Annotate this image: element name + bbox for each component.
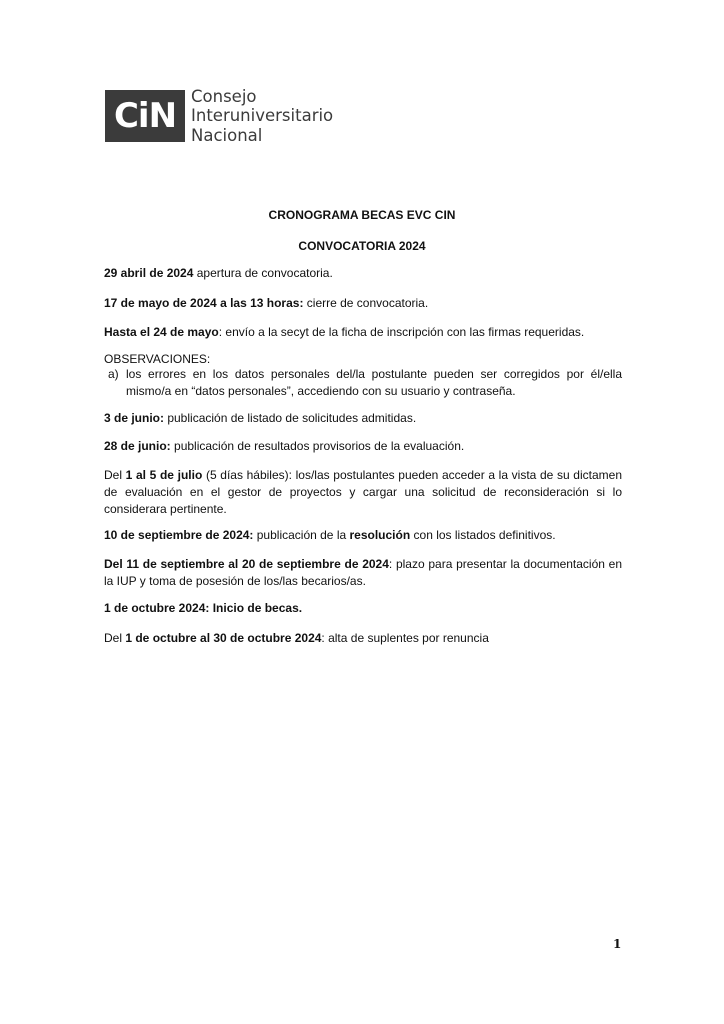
item-julio-text: (5 días hábiles): los/las postulantes pueden acceder a la vista de su dictamen de evaluación en el gestor de proyectos y cargar una solicitud de reconsideración si lo considerara pertinente.	[104, 468, 622, 516]
item-julio-day: 1	[125, 468, 133, 482]
page-number: 1	[613, 937, 622, 951]
item-septiembre-10-text1: publicación de la	[253, 528, 350, 542]
item-octubre-1	[104, 600, 622, 617]
logo-line-2: Interuniversitario	[191, 106, 334, 126]
observacion-text: los errores en los datos personales del/la postulante pueden ser corregidos por él/ella mismo/a en “datos personales”, accediendo con su usuario y contraseña.	[126, 367, 622, 398]
item-septiembre-11	[104, 556, 622, 590]
logo-line-1: Consejo	[191, 86, 257, 106]
item-apertura-text: apertura de convocatoria.	[193, 266, 333, 280]
item-junio-3-date: 3 de junio:	[104, 411, 164, 425]
item-junio-28	[104, 438, 622, 455]
item-envio	[104, 324, 622, 341]
cin-logo	[105, 85, 333, 147]
item-septiembre-10-date: 10 de septiembre de 2024:	[104, 528, 254, 542]
item-octubre-30-text: : alta de suplentes por renuncia	[321, 631, 489, 645]
item-junio-3	[104, 410, 622, 427]
item-julio	[104, 467, 622, 518]
item-cierre-date: 17 de mayo de 2024 a las 13 horas:	[104, 296, 304, 310]
item-septiembre-11-text: : plazo para presentar la documentación en la IUP y toma de posesión de los/las becarios/as.	[104, 557, 623, 588]
observaciones-heading: OBSERVACIONES:	[104, 352, 211, 366]
document-title: CRONOGRAMA BECAS EVC CIN	[268, 208, 456, 222]
item-apertura	[104, 265, 622, 282]
item-octubre-1-text: 1 de octubre 2024: Inicio de becas.	[104, 601, 303, 615]
document-subtitle: CONVOCATORIA 2024	[298, 239, 426, 253]
item-septiembre-10-text2: con los listados definitivos.	[410, 528, 556, 542]
item-cierre-text: cierre de convocatoria.	[303, 296, 429, 310]
observacion-a	[108, 366, 622, 400]
item-junio-3-text: publicación de listado de solicitudes admitidas.	[164, 411, 417, 425]
item-apertura-date: 29 abril de 2024	[104, 266, 194, 280]
logo-line-3: Nacional	[191, 125, 263, 145]
item-septiembre-11-date: Del 11 de septiembre al 20 de septiembre de 2024	[104, 557, 389, 571]
item-envio-date: Hasta el 24 de mayo	[104, 325, 219, 339]
item-julio-pre: Del	[104, 468, 126, 482]
item-cierre	[104, 295, 622, 312]
logo-mark: CiN	[105, 90, 185, 142]
item-septiembre-10-resolucion: resolución	[349, 528, 411, 542]
item-junio-28-text: publicación de resultados provisorios de la evaluación.	[170, 439, 465, 453]
observacion-marker: a)	[108, 367, 119, 381]
item-octubre-30-date: 1 de octubre al 30 de octubre 2024	[125, 631, 322, 645]
item-julio-date: al 5 de julio	[136, 468, 203, 482]
item-septiembre-10	[104, 527, 622, 544]
item-octubre-30	[104, 630, 622, 647]
item-envio-text: : envío a la secyt de la ficha de inscripción con las firmas requeridas.	[218, 325, 585, 339]
item-octubre-30-pre: Del	[104, 631, 126, 645]
logo-text	[191, 87, 333, 146]
item-junio-28-date: 28 de junio:	[104, 439, 171, 453]
